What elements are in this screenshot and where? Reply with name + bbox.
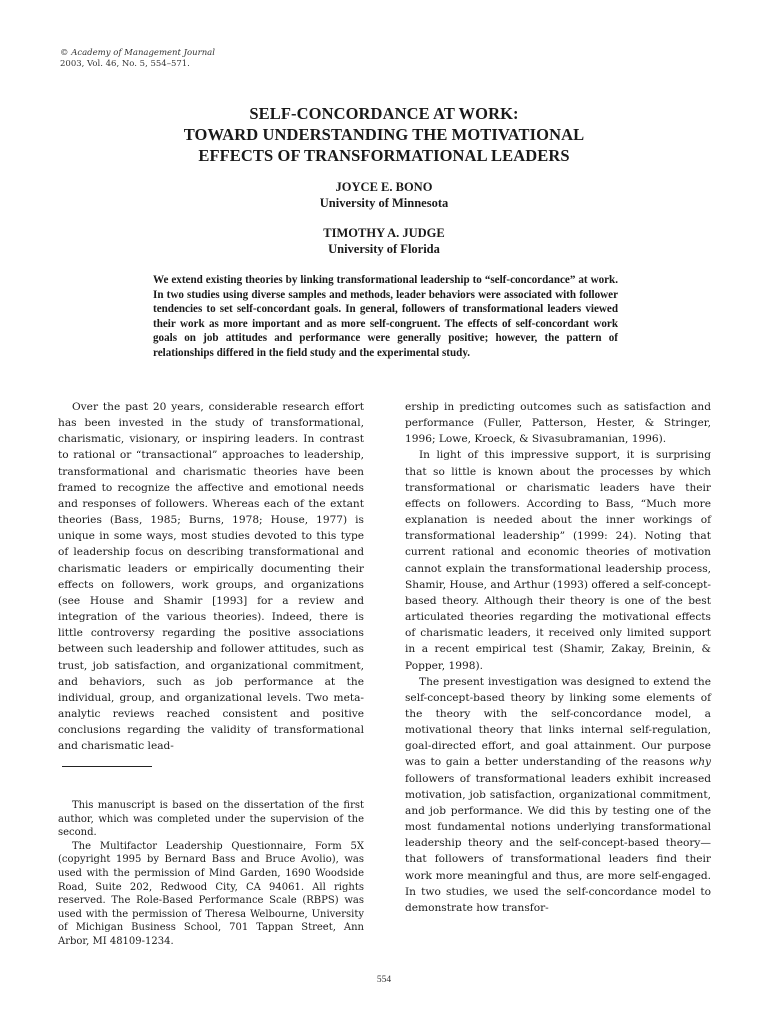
footnote: This manuscript is based on the dissertation of the first author, which was completed under the supervision of the second. (58, 800, 364, 839)
footnote: The Multifactor Leadership Questionnaire, Form 5X (copyright 1995 by Bernard Bass and Bruce Avolio), was used with the permission of Mind Garden, 1690 Woodside Road, Suite 202, Redwood City, CA 94061. All rights reserved. The Role-Based Performance Scale (RBPS) was used with the permission of Theresa Welbourne, University of Michigan Business School, 701 Tappan Street, Ann Arbor, MI 48109-1234. (58, 840, 364, 947)
author-affiliation: University of Florida (328, 242, 440, 256)
title-line-3: EFFECTS OF TRANSFORMATIONAL LEADERS (198, 146, 570, 165)
author-name: TIMOTHY A. JUDGE (323, 226, 445, 240)
footnote-divider (62, 766, 152, 767)
footnotes (58, 799, 364, 949)
volume-line: 2003, Vol. 46, No. 5, 554–571. (60, 59, 190, 69)
journal-name: Academy of Management Journal (71, 48, 215, 58)
paragraph: In light of this impressive support, it is surprising that so little is known about the processes by which transformational or charismatic leaders have their effects on followers. According to Bass, “Much more explanation is needed about the inner workings of transformational leadership” (1999: 24). Noting that current rational and economic theories of motivation cannot explain the transformational leadership process, Shamir, House, and Arthur (1993) offered a self-concept-based theory. Although their theory is one of the best articulated theories regarding the motivational effects of charismatic leaders, it received only limited support in a recent empirical test (Shamir, Zakay, Breinin, & Popper, 1998). (405, 449, 711, 672)
paragraph-text: followers of transformational leaders exhibit increased motivation, job satisfaction, organizational commitment, and job performance. We did this by testing one of the most fundamental notions underlying transformational leadership theory and the self-concept-based theory—that followers of transformational leaders find their work more meaningful and thus, are more self-engaged. In two studies, we used the self-concordance model to demonstrate how transfor- (405, 772, 711, 914)
paragraph: ership in predicting outcomes such as satisfaction and performance (Fuller, Patterson, Hester, & Stringer, 1996; Lowe, Kroeck, & Sivasubramanian, 1996). (405, 401, 711, 446)
body-column-right (405, 399, 711, 916)
paragraph: Over the past 20 years, considerable research effort has been invested in the study of transformational, charismatic, visionary, or inspiring leaders. In contrast to rational or “transactional” approaches to leadership, transformational and charismatic theories have been framed to recognize the affective and emotional needs and responses of followers. Whereas each of the extant theories (Bass, 1985; Burns, 1978; House, 1977) is unique in some ways, most studies devoted to this type of leadership focus on describing transformational and charismatic leaders or empirically documenting their effects on followers, work groups, and organizations (see House and Shamir [1993] for a review and integration of the various theories). Indeed, there is little controversy regarding the positive associations between such leadership and follower attitudes, such as trust, job satisfaction, and organizational commitment, and behaviors, such as job performance at the individual, group, and organizational levels. Two meta-analytic reviews reached consistent and positive conclusions regarding the validity of transformational and charismatic lead- (58, 401, 364, 753)
author-block-1 (60, 179, 708, 211)
article-title (60, 103, 708, 166)
title-line-1: SELF-CONCORDANCE AT WORK: (249, 104, 519, 123)
page-number: 554 (376, 975, 392, 985)
paragraph-text: The present investigation was designed to extend the self-concept-based theory by linking some elements of the theory with the self-concordance model, a motivational theory that links internal self-regulation, goal-directed effort, and goal attainment. Our purpose was to gain a better understanding of the reasons (405, 675, 711, 769)
paragraph (405, 674, 711, 916)
author-affiliation: University of Minnesota (319, 196, 449, 210)
title-line-2: TOWARD UNDERSTANDING THE MOTIVATIONAL (183, 125, 585, 144)
author-name: JOYCE E. BONO (335, 180, 433, 194)
journal-citation (60, 48, 215, 70)
body-column-left (58, 399, 364, 754)
abstract: We extend existing theories by linking transformational leadership to “self-concordance” at work. In two studies using diverse samples and methods, leader behaviors were associated with follower tendencies to set self-concordant goals. In general, followers of transformational leaders viewed their work as more important and as more self-congruent. The effects of self-concordant work goals on job attitudes and performance were generally positive; however, the pattern of relationships differed in the field study and the experimental study. (153, 274, 618, 359)
emphasis-text: why (689, 756, 712, 769)
copyright-symbol: © (60, 48, 69, 58)
author-block-2 (60, 225, 708, 257)
